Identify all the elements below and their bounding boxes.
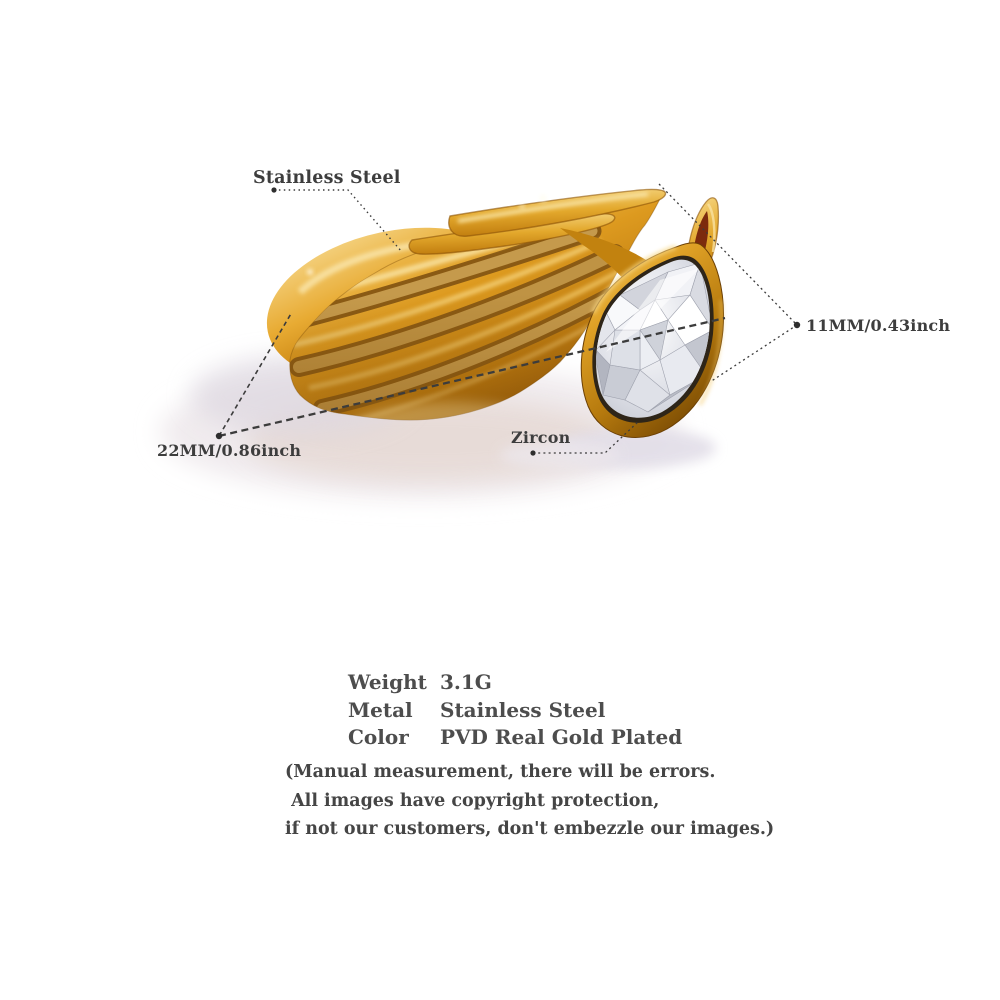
disclaimer-line: All images have copyright protection, <box>285 790 660 811</box>
disclaimer-line: (Manual measurement, there will be errors. <box>285 762 716 782</box>
disclaimer-line: if not our customers, don't embezzle our images.) <box>285 819 775 839</box>
disclaimer <box>285 758 774 844</box>
spec-row-weight <box>348 669 682 697</box>
spec-label: Weight <box>348 670 427 694</box>
spec-value: 3.1G <box>440 670 492 694</box>
spec-row-metal <box>348 697 682 725</box>
spec-label: Metal <box>348 697 413 722</box>
material-callout-dot <box>271 187 276 192</box>
stone-name-callout-label: Zircon <box>511 428 571 447</box>
stone-name-dot <box>530 450 535 455</box>
spec-row-color <box>348 724 682 752</box>
band-width-dot <box>216 433 222 439</box>
spec-value: PVD Real Gold Plated <box>440 725 683 749</box>
stone-size-callout-label: 11MM/0.43inch <box>806 316 951 335</box>
material-callout-label: Stainless Steel <box>253 168 401 188</box>
spec-label: Color <box>348 725 409 749</box>
stone-size-dot <box>794 322 800 328</box>
spec-table <box>348 669 682 752</box>
band-size-callout-label: 22MM/0.86inch <box>157 441 302 460</box>
spec-value: Stainless Steel <box>440 697 606 722</box>
